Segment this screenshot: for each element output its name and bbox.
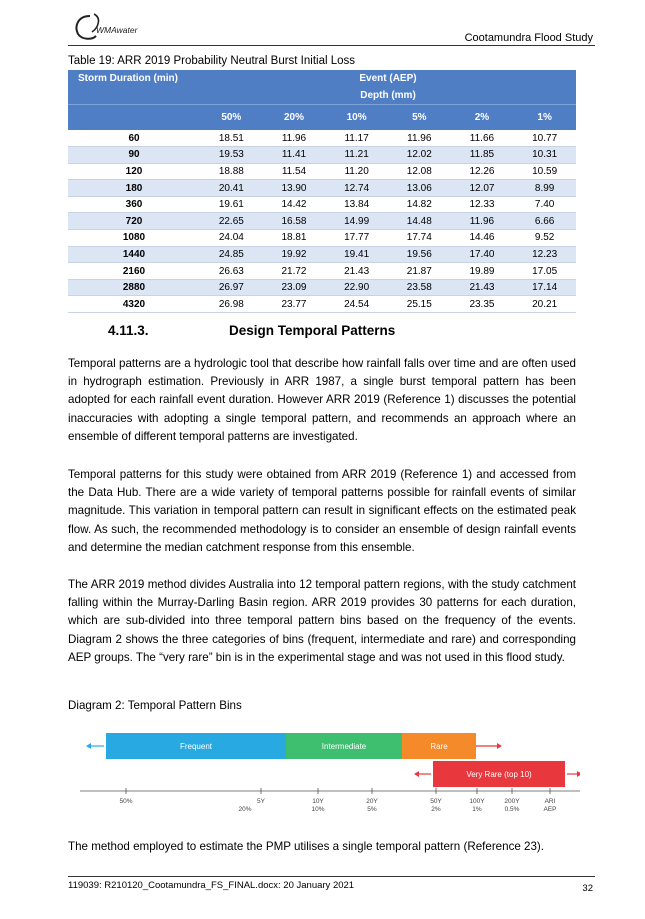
table-body xyxy=(68,130,576,313)
depth-cell: 18.81 xyxy=(263,230,326,247)
table-row xyxy=(68,130,576,147)
depth-cell: 24.54 xyxy=(325,296,388,313)
table-row xyxy=(68,296,576,313)
axis-tick-label-aep: 5% xyxy=(367,806,377,813)
bin-frequent-label: Frequent xyxy=(179,742,213,751)
duration-cell: 1080 xyxy=(68,230,200,247)
left-arrow-head xyxy=(86,743,91,749)
depth-cell: 11.21 xyxy=(325,147,388,164)
depth-cell: 13.84 xyxy=(325,196,388,213)
very-rare-right-arrow-head xyxy=(577,771,580,777)
depth-cell: 26.97 xyxy=(200,279,263,296)
depth-cell: 9.52 xyxy=(513,230,576,247)
depth-cell: 24.04 xyxy=(200,230,263,247)
table-row xyxy=(68,163,576,180)
depth-cell: 23.35 xyxy=(451,296,514,313)
depth-cell: 18.88 xyxy=(200,163,263,180)
depth-cell: 19.61 xyxy=(200,196,263,213)
footer-divider xyxy=(68,876,595,877)
bin-rare-label: Rare xyxy=(430,742,448,751)
depth-cell: 12.07 xyxy=(451,180,514,197)
table-row xyxy=(68,246,576,263)
duration-cell: 2880 xyxy=(68,279,200,296)
depth-cell: 11.17 xyxy=(325,130,388,147)
axis-tick-label-ari: 10Y xyxy=(312,798,324,805)
axis-tick-label-ari: ARI xyxy=(544,798,556,805)
depth-cell: 12.23 xyxy=(513,246,576,263)
axis-ticks xyxy=(119,788,556,813)
duration-cell: 360 xyxy=(68,196,200,213)
depth-cell: 10.59 xyxy=(513,163,576,180)
depth-cell: 12.26 xyxy=(451,163,514,180)
header-divider xyxy=(68,45,595,46)
depth-cell: 12.02 xyxy=(388,147,451,164)
company-logo xyxy=(72,12,142,42)
depth-cell: 20.21 xyxy=(513,296,576,313)
blank-header-cell xyxy=(68,104,200,130)
table-row xyxy=(68,213,576,230)
depth-cell: 23.77 xyxy=(263,296,326,313)
depth-cell: 13.90 xyxy=(263,180,326,197)
aep-column-header: 1% xyxy=(513,104,576,130)
initial-loss-table xyxy=(68,70,576,313)
aep-column-header: 20% xyxy=(263,104,326,130)
depth-cell: 14.46 xyxy=(451,230,514,247)
depth-cell: 23.09 xyxy=(263,279,326,296)
depth-cell: 7.40 xyxy=(513,196,576,213)
depth-cell: 12.08 xyxy=(388,163,451,180)
depth-cell: 21.43 xyxy=(325,263,388,280)
rare-arrow-head xyxy=(497,743,502,749)
aep-column-header: 5% xyxy=(388,104,451,130)
duration-cell: 180 xyxy=(68,180,200,197)
axis-tick-label-ari: 100Y xyxy=(469,798,485,805)
page-number: 32 xyxy=(582,883,593,894)
duration-cell: 120 xyxy=(68,163,200,180)
depth-cell: 21.72 xyxy=(263,263,326,280)
document-title: Cootamundra Flood Study xyxy=(464,32,593,44)
depth-cell: 26.98 xyxy=(200,296,263,313)
depth-cell: 11.41 xyxy=(263,147,326,164)
duration-cell: 60 xyxy=(68,130,200,147)
depth-cell: 18.51 xyxy=(200,130,263,147)
axis-tick-label-ari: 50% xyxy=(119,798,133,805)
duration-cell: 1440 xyxy=(68,246,200,263)
depth-cell: 6.66 xyxy=(513,213,576,230)
depth-cell: 17.14 xyxy=(513,279,576,296)
depth-cell: 23.58 xyxy=(388,279,451,296)
depth-cell: 14.48 xyxy=(388,213,451,230)
depth-header: Depth (mm) xyxy=(200,87,576,104)
very-rare-left-arrow-head xyxy=(414,771,419,777)
duration-cell: 2160 xyxy=(68,263,200,280)
depth-cell: 19.92 xyxy=(263,246,326,263)
axis-tick-label-ari: 20Y xyxy=(366,798,378,805)
axis-tick-label-aep: 0.5% xyxy=(504,806,520,813)
depth-cell: 24.85 xyxy=(200,246,263,263)
duration-column-header: Storm Duration (min) xyxy=(68,70,200,104)
axis-tick-label-aep: AEP xyxy=(543,806,557,813)
depth-cell: 19.41 xyxy=(325,246,388,263)
depth-cell: 14.82 xyxy=(388,196,451,213)
depth-cell: 21.43 xyxy=(451,279,514,296)
table-caption: Table 19: ARR 2019 Probability Neutral Burst Initial Loss xyxy=(68,55,356,67)
event-aep-header: Event (AEP) xyxy=(200,70,576,87)
depth-cell: 11.96 xyxy=(451,213,514,230)
aep-column-header: 2% xyxy=(451,104,514,130)
depth-cell: 11.96 xyxy=(263,130,326,147)
axis-tick-label-ari: 5Y xyxy=(257,798,265,805)
table-row xyxy=(68,230,576,247)
depth-cell: 19.53 xyxy=(200,147,263,164)
table-row xyxy=(68,196,576,213)
section-title: Design Temporal Patterns xyxy=(229,323,396,338)
table-row xyxy=(68,147,576,164)
depth-cell: 16.58 xyxy=(263,213,326,230)
depth-cell: 11.85 xyxy=(451,147,514,164)
duration-cell: 720 xyxy=(68,213,200,230)
temporal-pattern-bins-diagram xyxy=(80,727,580,822)
table-row xyxy=(68,180,576,197)
depth-cell: 25.15 xyxy=(388,296,451,313)
duration-cell: 4320 xyxy=(68,296,200,313)
body-paragraph: Temporal patterns are a hydrologic tool that describe how rainfall falls over time and are often used in hydrograph estimation. Previously in ARR 1987, a single burst temporal pattern has been adopted for each rainfall event duration. However ARR 2019 (Reference 1) discusses the potential inaccuracies with adopting a single temporal pattern, and recommends an approach where an ensemble of different temporal patterns are investigated. xyxy=(68,357,576,443)
logo-wordmark: WMAwater xyxy=(96,25,138,35)
footer-document-reference: 119039: R210120_Cootamundra_FS_FINAL.docx: 20 January 2021 xyxy=(68,880,355,891)
duration-cell: 90 xyxy=(68,147,200,164)
depth-cell: 14.42 xyxy=(263,196,326,213)
axis-tick-label-ari: 200Y xyxy=(504,798,520,805)
body-paragraph: Temporal patterns for this study were obtained from ARR 2019 (Reference 1) and accessed from the Data Hub. There are a wide variety of temporal patterns possible for rainfall events of similar magnitude. This variation in temporal pattern can result in significant effects on the estimated peak flow. As such, the recommended methodology is to consider an ensemble of design rainfall events and determine the median catchment response from this ensemble. xyxy=(68,468,576,554)
depth-cell: 21.87 xyxy=(388,263,451,280)
depth-cell: 13.06 xyxy=(388,180,451,197)
depth-cell: 19.56 xyxy=(388,246,451,263)
depth-cell: 10.77 xyxy=(513,130,576,147)
depth-cell: 11.96 xyxy=(388,130,451,147)
depth-cell: 11.66 xyxy=(451,130,514,147)
body-paragraph: The ARR 2019 method divides Australia into 12 temporal pattern regions, with the study catchment falling within the Murray-Darling Basin region. ARR 2019 provides 30 patterns for each duration, which are sub-divided into three temporal pattern bins based on the frequency of the events. Diagram 2 shows the three categories of bins (frequent, intermediate and rare) and corresponding AEP groups. The “very rare” bin is in the experimental stage and was not used in this flood study. xyxy=(68,578,576,664)
depth-cell: 26.63 xyxy=(200,263,263,280)
section-number: 4.11.3. xyxy=(108,323,149,338)
depth-cell: 8.99 xyxy=(513,180,576,197)
table-row xyxy=(68,263,576,280)
depth-cell: 12.74 xyxy=(325,180,388,197)
depth-cell: 22.90 xyxy=(325,279,388,296)
axis-tick-label-aep: 10% xyxy=(311,806,325,813)
table-row xyxy=(68,279,576,296)
depth-cell: 22.65 xyxy=(200,213,263,230)
axis-tick-label-aep: 20% xyxy=(238,806,252,813)
depth-cell: 10.31 xyxy=(513,147,576,164)
axis-tick-label-ari: 50Y xyxy=(430,798,442,805)
depth-cell: 17.05 xyxy=(513,263,576,280)
depth-cell: 11.54 xyxy=(263,163,326,180)
diagram-caption: Diagram 2: Temporal Pattern Bins xyxy=(68,699,242,712)
depth-cell: 17.40 xyxy=(451,246,514,263)
closing-paragraph: The method employed to estimate the PMP utilises a single temporal pattern (Reference 23). xyxy=(68,840,545,853)
depth-cell: 14.99 xyxy=(325,213,388,230)
depth-cell: 17.74 xyxy=(388,230,451,247)
aep-column-header: 10% xyxy=(325,104,388,130)
depth-cell: 19.89 xyxy=(451,263,514,280)
bin-very-rare-label: Very Rare (top 10) xyxy=(466,770,532,779)
depth-cell: 17.77 xyxy=(325,230,388,247)
aep-column-header: 50% xyxy=(200,104,263,130)
axis-tick-label-aep: 2% xyxy=(431,806,441,813)
depth-cell: 12.33 xyxy=(451,196,514,213)
axis-tick-label-aep: 1% xyxy=(472,806,482,813)
depth-cell: 20.41 xyxy=(200,180,263,197)
depth-cell: 11.20 xyxy=(325,163,388,180)
bin-intermediate-label: Intermediate xyxy=(321,742,367,751)
